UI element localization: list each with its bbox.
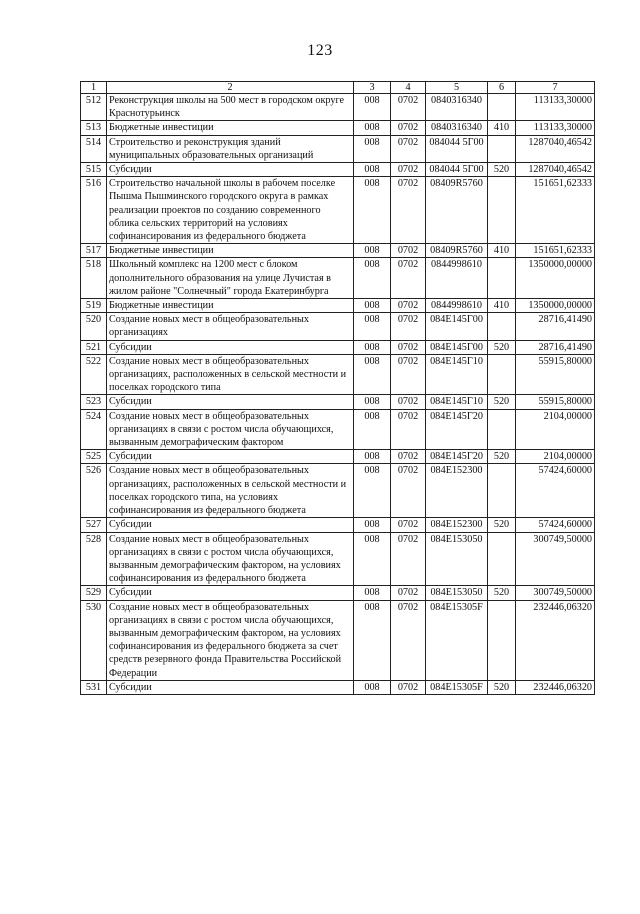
header-col-1: 1 bbox=[81, 82, 107, 94]
row-code-3: 008 bbox=[354, 313, 391, 340]
row-amount: 1287040,46542 bbox=[516, 163, 595, 177]
row-code-4: 0702 bbox=[391, 680, 426, 694]
row-code-6 bbox=[488, 313, 516, 340]
row-code-4: 0702 bbox=[391, 518, 426, 532]
row-code-5: 084E153050 bbox=[426, 532, 488, 586]
row-code-4: 0702 bbox=[391, 94, 426, 121]
row-code-6 bbox=[488, 600, 516, 680]
row-code-4: 0702 bbox=[391, 244, 426, 258]
row-code-5: 084044 5Г00 bbox=[426, 163, 488, 177]
row-code-3: 008 bbox=[354, 177, 391, 244]
row-code-6 bbox=[488, 135, 516, 162]
row-amount: 300749,50000 bbox=[516, 586, 595, 600]
table-row bbox=[81, 409, 595, 450]
header-row bbox=[81, 82, 595, 94]
row-code-3: 008 bbox=[354, 395, 391, 409]
row-name: Субсидии bbox=[107, 518, 354, 532]
row-name: Создание новых мест в общеобразовательных организациях в связи с ростом числа обучающихся, вызванным демографическим фактором, на условиях софинансирования из федерального бюджета bbox=[107, 532, 354, 586]
row-code-4: 0702 bbox=[391, 163, 426, 177]
row-name: Субсидии bbox=[107, 340, 354, 354]
table-row bbox=[81, 395, 595, 409]
row-code-6 bbox=[488, 532, 516, 586]
row-name: Субсидии bbox=[107, 680, 354, 694]
row-code-4: 0702 bbox=[391, 464, 426, 518]
row-code-4: 0702 bbox=[391, 177, 426, 244]
row-amount: 2104,00000 bbox=[516, 409, 595, 450]
header-col-2: 2 bbox=[107, 82, 354, 94]
row-code-5: 0840316340 bbox=[426, 121, 488, 135]
row-code-5: 08409R5760 bbox=[426, 177, 488, 244]
row-code-3: 008 bbox=[354, 409, 391, 450]
row-code-4: 0702 bbox=[391, 121, 426, 135]
row-number: 514 bbox=[81, 135, 107, 162]
row-number: 522 bbox=[81, 354, 107, 395]
row-code-3: 008 bbox=[354, 340, 391, 354]
row-number: 524 bbox=[81, 409, 107, 450]
page-number: 123 bbox=[307, 42, 333, 59]
row-amount: 1350000,00000 bbox=[516, 299, 595, 313]
row-code-6 bbox=[488, 258, 516, 299]
row-code-5: 084E145Г10 bbox=[426, 395, 488, 409]
row-code-3: 008 bbox=[354, 532, 391, 586]
row-code-5: 084E15305F bbox=[426, 600, 488, 680]
row-code-5: 084E145Г20 bbox=[426, 409, 488, 450]
row-code-6: 410 bbox=[488, 244, 516, 258]
table-row bbox=[81, 450, 595, 464]
row-code-3: 008 bbox=[354, 258, 391, 299]
header-col-6: 6 bbox=[488, 82, 516, 94]
row-code-5: 08409R5760 bbox=[426, 244, 488, 258]
row-code-5: 084E145Г10 bbox=[426, 354, 488, 395]
row-name: Реконструкция школы на 500 мест в городском округе Краснотурьинск bbox=[107, 94, 354, 121]
row-code-6: 520 bbox=[488, 395, 516, 409]
row-code-5: 084E145Г00 bbox=[426, 313, 488, 340]
row-code-5: 0840316340 bbox=[426, 94, 488, 121]
row-code-3: 008 bbox=[354, 163, 391, 177]
row-amount: 28716,41490 bbox=[516, 313, 595, 340]
row-code-4: 0702 bbox=[391, 354, 426, 395]
row-amount: 232446,06320 bbox=[516, 680, 595, 694]
row-code-6 bbox=[488, 177, 516, 244]
row-amount: 300749,50000 bbox=[516, 532, 595, 586]
row-code-3: 008 bbox=[354, 586, 391, 600]
row-name: Школьный комплекс на 1200 мест с блоком дополнительного образования на улице Лучистая в жилом районе "Солнечный" города Екатеринбурга bbox=[107, 258, 354, 299]
row-code-5: 0844998610 bbox=[426, 258, 488, 299]
row-amount: 1287040,46542 bbox=[516, 135, 595, 162]
row-code-4: 0702 bbox=[391, 395, 426, 409]
row-code-6 bbox=[488, 409, 516, 450]
row-code-4: 0702 bbox=[391, 299, 426, 313]
row-name: Создание новых мест в общеобразовательных организациях в связи с ростом числа обучающихся, вызванным демографическим фактором, на условиях софинансирования из федерального бюджета за счет средств резервного фонда Правительства Российской Федерации bbox=[107, 600, 354, 680]
row-name: Субсидии bbox=[107, 450, 354, 464]
table-row bbox=[81, 258, 595, 299]
table-row bbox=[81, 299, 595, 313]
row-amount: 57424,60000 bbox=[516, 518, 595, 532]
row-name: Субсидии bbox=[107, 586, 354, 600]
table-row bbox=[81, 244, 595, 258]
row-number: 521 bbox=[81, 340, 107, 354]
table-row bbox=[81, 600, 595, 680]
row-code-3: 008 bbox=[354, 354, 391, 395]
table-row bbox=[81, 354, 595, 395]
row-code-5: 084E145Г00 bbox=[426, 340, 488, 354]
row-code-6 bbox=[488, 464, 516, 518]
table-row bbox=[81, 518, 595, 532]
row-amount: 2104,00000 bbox=[516, 450, 595, 464]
row-number: 516 bbox=[81, 177, 107, 244]
row-code-4: 0702 bbox=[391, 340, 426, 354]
row-number: 530 bbox=[81, 600, 107, 680]
table-row bbox=[81, 163, 595, 177]
row-code-5: 084044 5Г00 bbox=[426, 135, 488, 162]
table-row bbox=[81, 340, 595, 354]
row-code-6: 410 bbox=[488, 121, 516, 135]
row-name: Бюджетные инвестиции bbox=[107, 299, 354, 313]
row-code-4: 0702 bbox=[391, 586, 426, 600]
row-code-6: 520 bbox=[488, 450, 516, 464]
row-code-5: 084E153050 bbox=[426, 586, 488, 600]
row-code-4: 0702 bbox=[391, 313, 426, 340]
row-code-3: 008 bbox=[354, 680, 391, 694]
row-code-3: 008 bbox=[354, 518, 391, 532]
row-number: 529 bbox=[81, 586, 107, 600]
header-col-3: 3 bbox=[354, 82, 391, 94]
row-name: Строительство начальной школы в рабочем поселке Пышма Пышминского городского округа в рамках реализации проектов по созданию современного облика сельских территорий на условиях софинансирования из федерального бюджета bbox=[107, 177, 354, 244]
row-code-5: 084E152300 bbox=[426, 464, 488, 518]
header-col-5: 5 bbox=[426, 82, 488, 94]
row-code-3: 008 bbox=[354, 244, 391, 258]
row-code-3: 008 bbox=[354, 94, 391, 121]
row-code-6 bbox=[488, 354, 516, 395]
row-code-5: 084E15305F bbox=[426, 680, 488, 694]
row-code-6: 520 bbox=[488, 586, 516, 600]
row-name: Строительство и реконструкция зданий муниципальных образовательных организаций bbox=[107, 135, 354, 162]
table-body bbox=[81, 94, 595, 695]
row-amount: 113133,30000 bbox=[516, 94, 595, 121]
row-code-6: 520 bbox=[488, 518, 516, 532]
row-code-3: 008 bbox=[354, 600, 391, 680]
table-row bbox=[81, 586, 595, 600]
row-name: Субсидии bbox=[107, 395, 354, 409]
row-amount: 113133,30000 bbox=[516, 121, 595, 135]
row-name: Бюджетные инвестиции bbox=[107, 244, 354, 258]
row-name: Субсидии bbox=[107, 163, 354, 177]
row-number: 525 bbox=[81, 450, 107, 464]
table-row bbox=[81, 464, 595, 518]
row-number: 512 bbox=[81, 94, 107, 121]
row-number: 518 bbox=[81, 258, 107, 299]
row-code-5: 084E152300 bbox=[426, 518, 488, 532]
row-number: 520 bbox=[81, 313, 107, 340]
row-code-3: 008 bbox=[354, 450, 391, 464]
row-code-5: 0844998610 bbox=[426, 299, 488, 313]
row-amount: 151651,62333 bbox=[516, 244, 595, 258]
row-number: 531 bbox=[81, 680, 107, 694]
budget-table bbox=[80, 81, 595, 695]
row-amount: 28716,41490 bbox=[516, 340, 595, 354]
row-amount: 55915,80000 bbox=[516, 395, 595, 409]
row-code-3: 008 bbox=[354, 464, 391, 518]
row-code-6: 520 bbox=[488, 163, 516, 177]
row-code-4: 0702 bbox=[391, 135, 426, 162]
row-number: 517 bbox=[81, 244, 107, 258]
table-row bbox=[81, 313, 595, 340]
row-code-5: 084E145Г20 bbox=[426, 450, 488, 464]
row-code-4: 0702 bbox=[391, 450, 426, 464]
row-code-3: 008 bbox=[354, 135, 391, 162]
header-col-7: 7 bbox=[516, 82, 595, 94]
row-name: Создание новых мест в общеобразовательных организациях в связи с ростом числа обучающихся, вызванным демографическим фактором bbox=[107, 409, 354, 450]
row-number: 519 bbox=[81, 299, 107, 313]
row-amount: 1350000,00000 bbox=[516, 258, 595, 299]
row-number: 515 bbox=[81, 163, 107, 177]
row-number: 523 bbox=[81, 395, 107, 409]
row-code-4: 0702 bbox=[391, 532, 426, 586]
row-code-6: 410 bbox=[488, 299, 516, 313]
row-code-6: 520 bbox=[488, 340, 516, 354]
row-code-6: 520 bbox=[488, 680, 516, 694]
row-number: 526 bbox=[81, 464, 107, 518]
row-number: 527 bbox=[81, 518, 107, 532]
row-amount: 151651,62333 bbox=[516, 177, 595, 244]
table-row bbox=[81, 177, 595, 244]
row-name: Создание новых мест в общеобразовательных организациях, расположенных в сельской местности и поселках городского типа, на условиях софинансирования из федерального бюджета bbox=[107, 464, 354, 518]
row-code-4: 0702 bbox=[391, 600, 426, 680]
row-code-6 bbox=[488, 94, 516, 121]
table-row bbox=[81, 94, 595, 121]
row-name: Создание новых мест в общеобразовательных организациях, расположенных в сельской местности и поселках городского типа bbox=[107, 354, 354, 395]
row-amount: 57424,60000 bbox=[516, 464, 595, 518]
table-row bbox=[81, 135, 595, 162]
header-col-4: 4 bbox=[391, 82, 426, 94]
row-name: Создание новых мест в общеобразовательных организациях bbox=[107, 313, 354, 340]
row-amount: 55915,80000 bbox=[516, 354, 595, 395]
row-code-3: 008 bbox=[354, 299, 391, 313]
row-code-3: 008 bbox=[354, 121, 391, 135]
row-amount: 232446,06320 bbox=[516, 600, 595, 680]
row-code-4: 0702 bbox=[391, 409, 426, 450]
row-number: 528 bbox=[81, 532, 107, 586]
table-row bbox=[81, 121, 595, 135]
table-row bbox=[81, 680, 595, 694]
table-row bbox=[81, 532, 595, 586]
row-name: Бюджетные инвестиции bbox=[107, 121, 354, 135]
row-code-4: 0702 bbox=[391, 258, 426, 299]
row-number: 513 bbox=[81, 121, 107, 135]
